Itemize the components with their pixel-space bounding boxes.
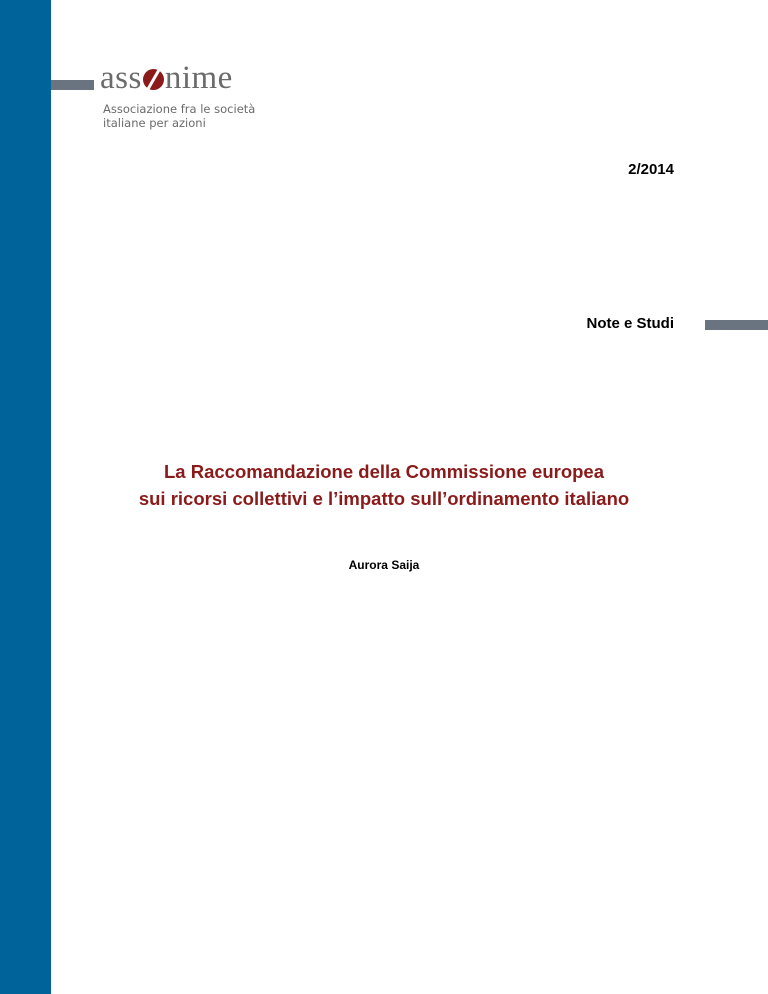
series-bar — [705, 320, 768, 330]
issue-number: 2/2014 — [628, 161, 674, 178]
logo-tagline-line2: italiane per azioni — [103, 116, 206, 130]
logo-text-part2: nime — [164, 60, 233, 96]
document-title — [51, 458, 717, 512]
logo-text-part1: ass — [100, 60, 142, 96]
assonime-logo — [100, 60, 233, 96]
title-line-2: sui ricorsi collettivi e l’impatto sull’ordinamento italiano — [138, 488, 630, 509]
side-band — [0, 0, 51, 994]
author-name: Aurora Saija — [348, 558, 420, 572]
logo-o-icon — [143, 69, 164, 90]
logo-bar — [51, 80, 94, 90]
logo-tagline-line1: Associazione fra le società — [103, 102, 256, 116]
title-line-1: La Raccomandazione della Commissione europea — [163, 461, 605, 482]
logo-tagline — [103, 102, 255, 130]
series-label: Note e Studi — [586, 315, 674, 332]
